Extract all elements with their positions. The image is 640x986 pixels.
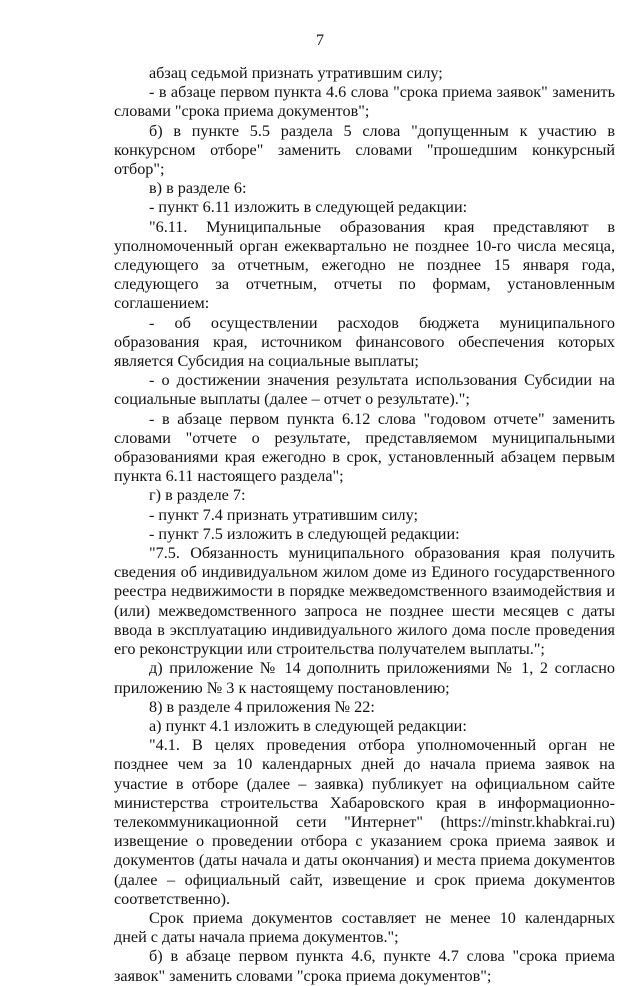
- paragraph-6: "6.11. Муниципальные образования края представляют в уполномоченный орган ежеквартально не позднее 10-го числа месяца, следующего за отчетным, ежегодно не позднее 15 января года, следующего за отчетным, отчеты по формам, установленным соглашением:: [114, 217, 615, 313]
- paragraph-17: "4.1. В целях проведения отбора уполномоченный орган не позднее чем за 10 календарных дней до начала приема заявок на участие в отборе (далее – заявка) публикует на официальном сайте министерства строительства Хабаровского края в информационно-телекоммуникационной сети "Интернет" (https://minstr.khabkrai.ru) извещение о проведении отбора с указанием срока приема заявок и документов (даты начала и даты окончания) и места приема документов (далее – официальный сайт, извещение и срок приема документов соответственно).: [114, 736, 615, 908]
- paragraph-18: Срок приема документов составляет не менее 10 календарных дней с даты начала приема документов.";: [114, 908, 615, 947]
- paragraph-11: - пункт 7.4 признать утратившим силу;: [149, 505, 418, 524]
- paragraph-15: 8) в разделе 4 приложения № 22:: [149, 697, 375, 716]
- paragraph-14: д) приложение № 14 дополнить приложениями № 1, 2 согласно приложению № 3 к настоящему постановлению;: [114, 659, 615, 697]
- paragraph-9: - в абзаце первом пункта 6.12 слова "годовом отчете" заменить словами "отчете о результате, представляемом муниципальными образованиями края ежегодно в срок, установленный абзацем первым пункта 6.11 настоящего раздела";: [114, 409, 615, 486]
- paragraph-7: - об осуществлении расходов бюджета муниципального образования края, источником финансового обеспечения которых является Субсидия на социальные выплаты;: [114, 313, 615, 371]
- paragraph-8: - о достижении значения результата использования Субсидии на социальные выплаты (далее – отчет о результате).";: [114, 371, 615, 409]
- paragraph-10: г) в разделе 7:: [149, 486, 246, 505]
- page-number: 7: [316, 32, 324, 49]
- paragraph-19: б) в абзаце первом пункта 4.6, пункте 4.7 слова "срока приема заявок" заменить словами "срока приема документов";: [114, 947, 615, 985]
- document-body: [114, 64, 615, 986]
- paragraph-2: - в абзаце первом пункта 4.6 слова "срока приема заявок" заменить словами "срока приема документов";: [114, 83, 615, 121]
- paragraph-16: а) пункт 4.1 изложить в следующей редакции:: [149, 716, 467, 735]
- paragraph-1: абзац седьмой признать утратившим силу;: [149, 64, 443, 82]
- paragraph-4: в) в разделе 6:: [149, 179, 247, 198]
- paragraph-12: - пункт 7.5 изложить в следующей редакции:: [149, 524, 460, 543]
- paragraph-5: - пункт 6.11 изложить в следующей редакции:: [149, 198, 468, 217]
- paragraph-13: "7.5. Обязанность муниципального образования края получить сведения об индивидуальном жилом доме из Единого государственного реестра недвижимости в порядке межведомственного взаимодействия и (или) межведомственного запроса не позднее шести месяцев с даты ввода в эксплуатацию индивидуального жилого дома после проведения его реконструкции или строительства получателем выплаты.";: [114, 544, 615, 659]
- paragraph-3: б) в пункте 5.5 раздела 5 слова "допущенным к участию в конкурсном отборе" заменить словами "прошедшим конкурсный отбор";: [114, 121, 615, 179]
